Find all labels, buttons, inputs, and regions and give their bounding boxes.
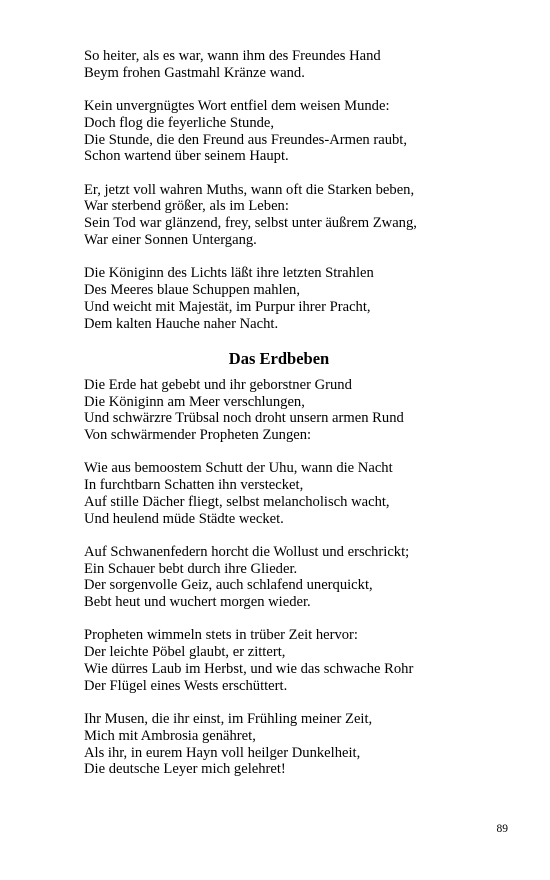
stanza xyxy=(84,627,474,694)
verse-line: Dem kalten Hauche naher Nacht. xyxy=(84,315,279,332)
stanza xyxy=(84,182,474,249)
verse-line: Auf stille Dächer fliegt, selbst melancholisch wacht, xyxy=(84,493,390,510)
verse-line: Beym frohen Gastmahl Kränze wand. xyxy=(84,64,305,81)
verse-line: War einer Sonnen Untergang. xyxy=(84,231,257,248)
verse-line: Doch flog die feyerliche Stunde, xyxy=(84,114,275,131)
verse-line: Ein Schauer bebt durch ihre Glieder. xyxy=(84,560,298,577)
verse-line: Die Erde hat gebebt und ihr geborstner Grund xyxy=(84,376,352,393)
verse-line: In furchtbarn Schatten ihn verstecket, xyxy=(84,477,304,494)
stanza xyxy=(84,48,474,82)
verse-line: Und heulend müde Städte wecket. xyxy=(84,510,284,527)
verse-line: Als ihr, in eurem Hayn voll heilger Dunkelheit, xyxy=(84,744,361,761)
verse-line: Und schwärzre Trübsal noch droht unsern armen Rund xyxy=(84,410,404,427)
verse-line: Wie dürres Laub im Herbst, und wie das schwache Rohr xyxy=(84,661,414,678)
verse-line: Des Meeres blaue Schuppen mahlen, xyxy=(84,281,300,298)
page-number: 89 xyxy=(496,823,508,835)
verse-line: Wie aus bemoostem Schutt der Uhu, wann die Nacht xyxy=(84,460,393,477)
verse-line: Kein unvergnügtes Wort entfiel dem weisen Munde: xyxy=(84,97,390,114)
verse-line: Die Königinn am Meer verschlungen, xyxy=(84,393,305,410)
verse-line: Von schwärmender Propheten Zungen: xyxy=(84,427,312,444)
stanza xyxy=(84,460,474,527)
verse-line: Der leichte Pöbel glaubt, er zittert, xyxy=(84,644,286,661)
verse-line: Schon wartend über seinem Haupt. xyxy=(84,148,289,165)
stanza xyxy=(84,98,474,165)
verse-line: Der sorgenvolle Geiz, auch schlafend unerquickt, xyxy=(84,577,373,594)
verse-line: Propheten wimmeln stets in trüber Zeit hervor: xyxy=(84,627,358,644)
verse-line: War sterbend größer, als im Leben: xyxy=(84,198,289,215)
stanza xyxy=(84,544,474,611)
verse-line: Mich mit Ambrosia genähret, xyxy=(84,727,256,744)
verse-line: Die Königinn des Lichts läßt ihre letzten Strahlen xyxy=(84,265,374,282)
stanza xyxy=(84,265,474,332)
stanza xyxy=(84,377,474,444)
page-body xyxy=(84,48,474,795)
verse-line: Auf Schwanenfedern horcht die Wollust und erschrickt; xyxy=(84,543,410,560)
verse-line: Sein Tod war glänzend, frey, selbst unter äußrem Zwang, xyxy=(84,215,417,232)
verse-line: Und weicht mit Majestät, im Purpur ihrer Pracht, xyxy=(84,298,371,315)
continued-poem xyxy=(84,48,474,332)
verse-line: So heiter, als es war, wann ihm des Freundes Hand xyxy=(84,48,381,64)
verse-line: Ihr Musen, die ihr einst, im Frühling meiner Zeit, xyxy=(84,711,373,728)
poem xyxy=(84,377,474,779)
verse-line: Die Stunde, die den Freund aus Freundes-Armen raubt, xyxy=(84,131,408,148)
poem-title: Das Erdbeben xyxy=(228,348,330,368)
verse-line: Er, jetzt voll wahren Muths, wann oft die Starken beben, xyxy=(84,181,415,198)
stanza xyxy=(84,711,474,778)
verse-line: Der Flügel eines Wests erschüttert. xyxy=(84,677,288,694)
verse-line: Die deutsche Leyer mich gelehret! xyxy=(84,761,286,778)
verse-line: Bebt heut und wuchert morgen wieder. xyxy=(84,594,311,611)
